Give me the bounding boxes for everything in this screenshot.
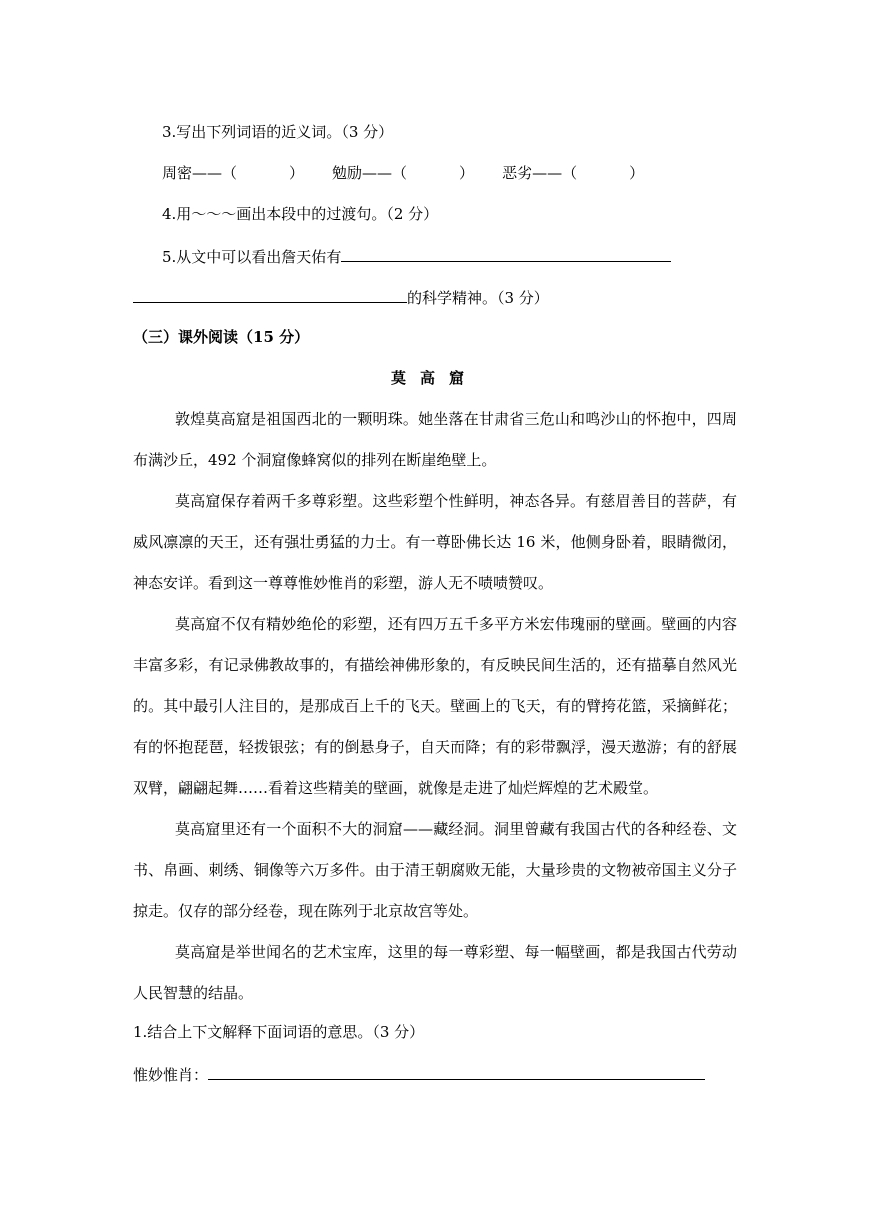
answer-blank: [208, 1063, 705, 1080]
question-4-prompt: 4.用～～～画出本段中的过渡句。（2 分）: [162, 205, 439, 223]
vocab-term: 惟妙惟肖：: [133, 1066, 209, 1084]
question-5-line-2: [133, 286, 549, 308]
synonym-item-1-close: ）: [289, 164, 305, 182]
question-3-items: [162, 163, 644, 183]
synonym-item-1: 周密——（: [162, 164, 238, 182]
article-title: 莫高窟: [390, 369, 478, 387]
article-paragraph: 莫高窟里还有一个面积不大的洞窟——藏经洞。洞里曾藏有我国古代的各种经卷、文书、帛画、刺绣、铜像等六万多件。由于清王朝腐败无能，大量珍贵的文物被帝国主义分子掠走。仅存的部分经卷，现在陈列于北京故宫等处。: [133, 820, 737, 920]
vocab-question-line: [133, 1063, 705, 1085]
synonym-item-2: 勉励——（: [332, 164, 408, 182]
synonym-item-2-close: ）: [459, 164, 475, 182]
answer-blank: [133, 286, 407, 303]
question-5-prompt: 5.从文中可以看出詹天佑有: [162, 248, 342, 266]
article-paragraph: 莫高窟保存着两千多尊彩塑。这些彩塑个性鲜明，神态各异。有慈眉善目的菩萨，有威风凛凛的天王，还有强壮勇猛的力士。有一尊卧佛长达 16 米，他侧身卧着，眼睛微闭，神态安详。看到这一尊尊惟妙惟肖的彩塑，游人无不啧啧赞叹。: [133, 492, 737, 592]
vocab-question-prompt: 1.结合上下文解释下面词语的意思。（3 分）: [133, 1023, 425, 1041]
question-5-line-1: [162, 245, 671, 267]
question-3-prompt: 3.写出下列词语的近义词。（3 分）: [162, 123, 394, 141]
question-5-suffix: 的科学精神。（3 分）: [407, 289, 549, 307]
article-paragraph: 莫高窟是举世闻名的艺术宝库，这里的每一尊彩塑、每一幅壁画，都是我国古代劳动人民智慧的结晶。: [133, 943, 737, 1002]
article-paragraph: 敦煌莫高窟是祖国西北的一颗明珠。她坐落在甘肃省三危山和鸣沙山的怀抱中，四周布满沙丘，492 个洞窟像蜂窝似的排列在断崖绝壁上。: [133, 410, 737, 469]
synonym-item-3-close: ）: [629, 164, 645, 182]
synonym-item-3: 恶劣——（: [502, 164, 578, 182]
answer-blank: [341, 245, 671, 262]
article-paragraph: 莫高窟不仅有精妙绝伦的彩塑，还有四万五千多平方米宏伟瑰丽的壁画。壁画的内容丰富多彩，有记录佛教故事的，有描绘神佛形象的，有反映民间生活的，还有描摹自然风光的。其中最引人注目的，是那成百上千的飞天。壁画上的飞天，有的臂挎花篮，采摘鲜花；有的怀抱琵琶，轻拨银弦；有的倒悬身子，自天而降；有的彩带飘浮，漫天遨游；有的舒展双臂，翩翩起舞……看着这些精美的壁画，就像是走进了灿烂辉煌的艺术殿堂。: [133, 615, 737, 797]
section-heading: （三）课外阅读（15 分）: [133, 328, 310, 346]
